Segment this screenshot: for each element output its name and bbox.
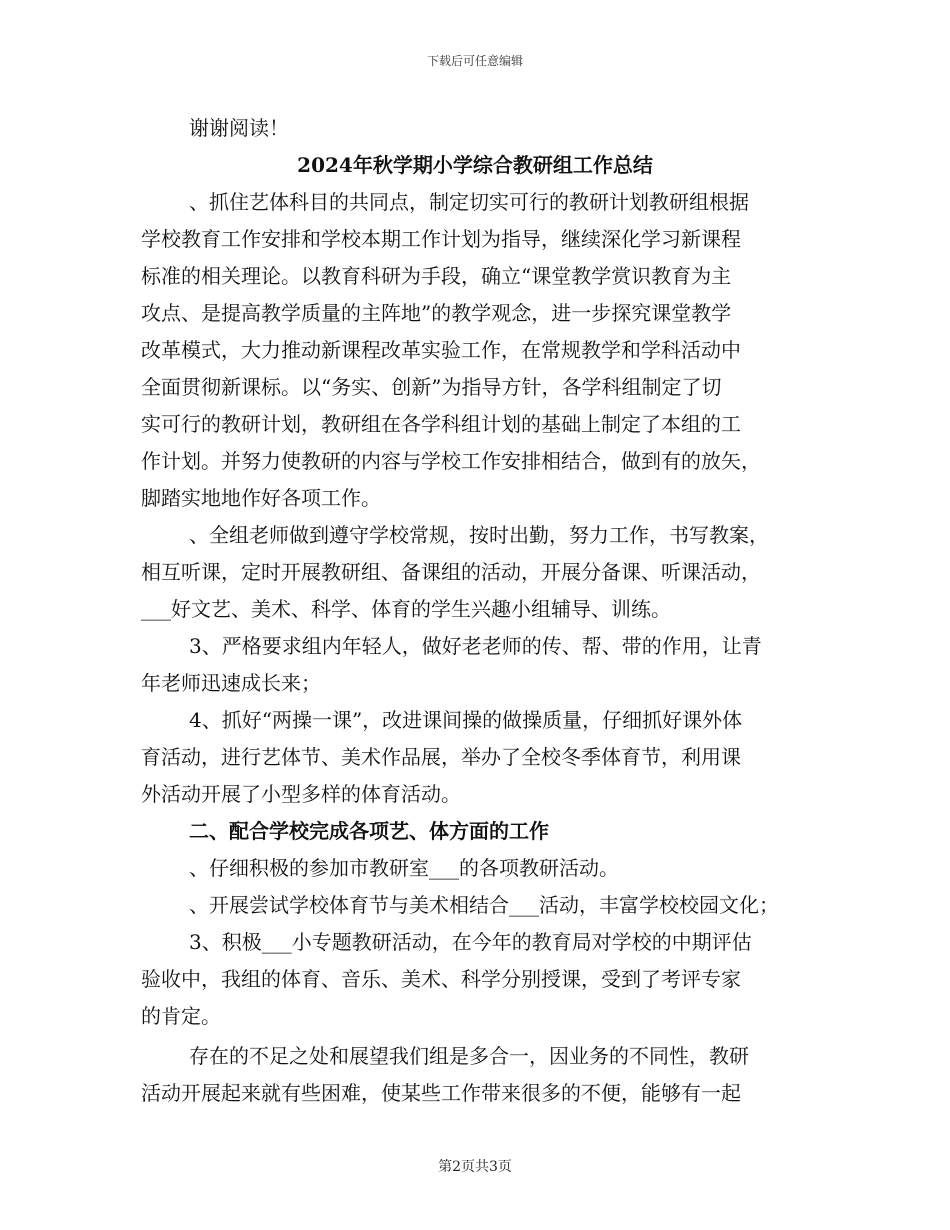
- body-line: 3、严格要求组内年轻人，做好老老师的传、帮、带的作用，让青: [189, 634, 762, 658]
- body-line: 存在的不足之处和展望我们组是多合一，因业务的不同性，教研: [189, 1044, 749, 1068]
- body-line: 外活动开展了小型多样的体育活动。: [141, 782, 461, 806]
- body-line: 脚踏实地地作好各项工作。: [141, 486, 381, 510]
- body-line: 学校教育工作安排和学校本期工作计划为指导，继续深化学习新课程: [141, 227, 741, 251]
- body-line: 相互听课，定时开展教研组、备课组的活动，开展分备课、听课活动，: [141, 560, 761, 584]
- body-line: 的肯定。: [141, 1004, 221, 1028]
- body-line: 、开展尝试学校体育节与美术相结合___活动，丰富学校校园文化；: [189, 893, 779, 917]
- page-header: 下载后可任意编辑: [426, 54, 523, 68]
- body-line: 育活动，进行艺体节、美术作品展，举办了全校冬季体育节，利用课: [141, 745, 741, 769]
- body-line: 实可行的教研计划，教研组在各学科组计划的基础上制定了本组的工: [141, 412, 741, 436]
- body-line: 攻点、是提高教学质量的主阵地”的教学观念，进一步探究课堂教学: [141, 301, 732, 325]
- closing-line: 谢谢阅读！: [189, 116, 289, 140]
- body-line: 活动开展起来就有些困难，使某些工作带来很多的不便，能够有一起: [141, 1081, 741, 1105]
- section-heading: 二、配合学校完成各项艺、体方面的工作: [189, 819, 549, 843]
- body-line: 全面贯彻新课标。以“务实、创新”为指导方针，各学科组制定了切: [141, 375, 722, 399]
- body-line: 4、抓好“两操一课”，改进课间操的做操质量，仔细抓好课外体: [189, 708, 743, 732]
- body-line: 、抓住艺体科目的共同点，制定切实可行的教研计划教研组根据: [189, 190, 749, 214]
- body-line: 、全组老师做到遵守学校常规，按时出勤，努力工作，书写教案，: [189, 523, 769, 547]
- page-footer: 第2页共3页: [438, 1159, 512, 1175]
- body-line: 年老师迅速成长来；: [141, 671, 321, 695]
- body-line: ___好文艺、美术、科学、体育的学生兴趣小组辅导、训练。: [141, 597, 671, 621]
- body-line: 3、积极___小专题教研活动，在今年的教育局对学校的中期评估: [189, 930, 752, 954]
- body-line: 标准的相关理论。以教育科研为手段，确立“课堂教学赏识教育为主: [141, 264, 732, 288]
- body-line: 作计划。并努力使教研的内容与学校工作安排相结合，做到有的放矢，: [141, 449, 761, 473]
- body-line: 改革模式，大力推动新课程改革实验工作，在常规教学和学科活动中: [141, 338, 741, 362]
- body-line: 验收中，我组的体育、音乐、美术、科学分别授课，受到了考评专家: [141, 967, 741, 991]
- document-title: 2024年秋学期小学综合教研组工作总结: [297, 153, 653, 177]
- body-line: 、仔细积极的参加市教研室___的各项教研活动。: [189, 856, 619, 880]
